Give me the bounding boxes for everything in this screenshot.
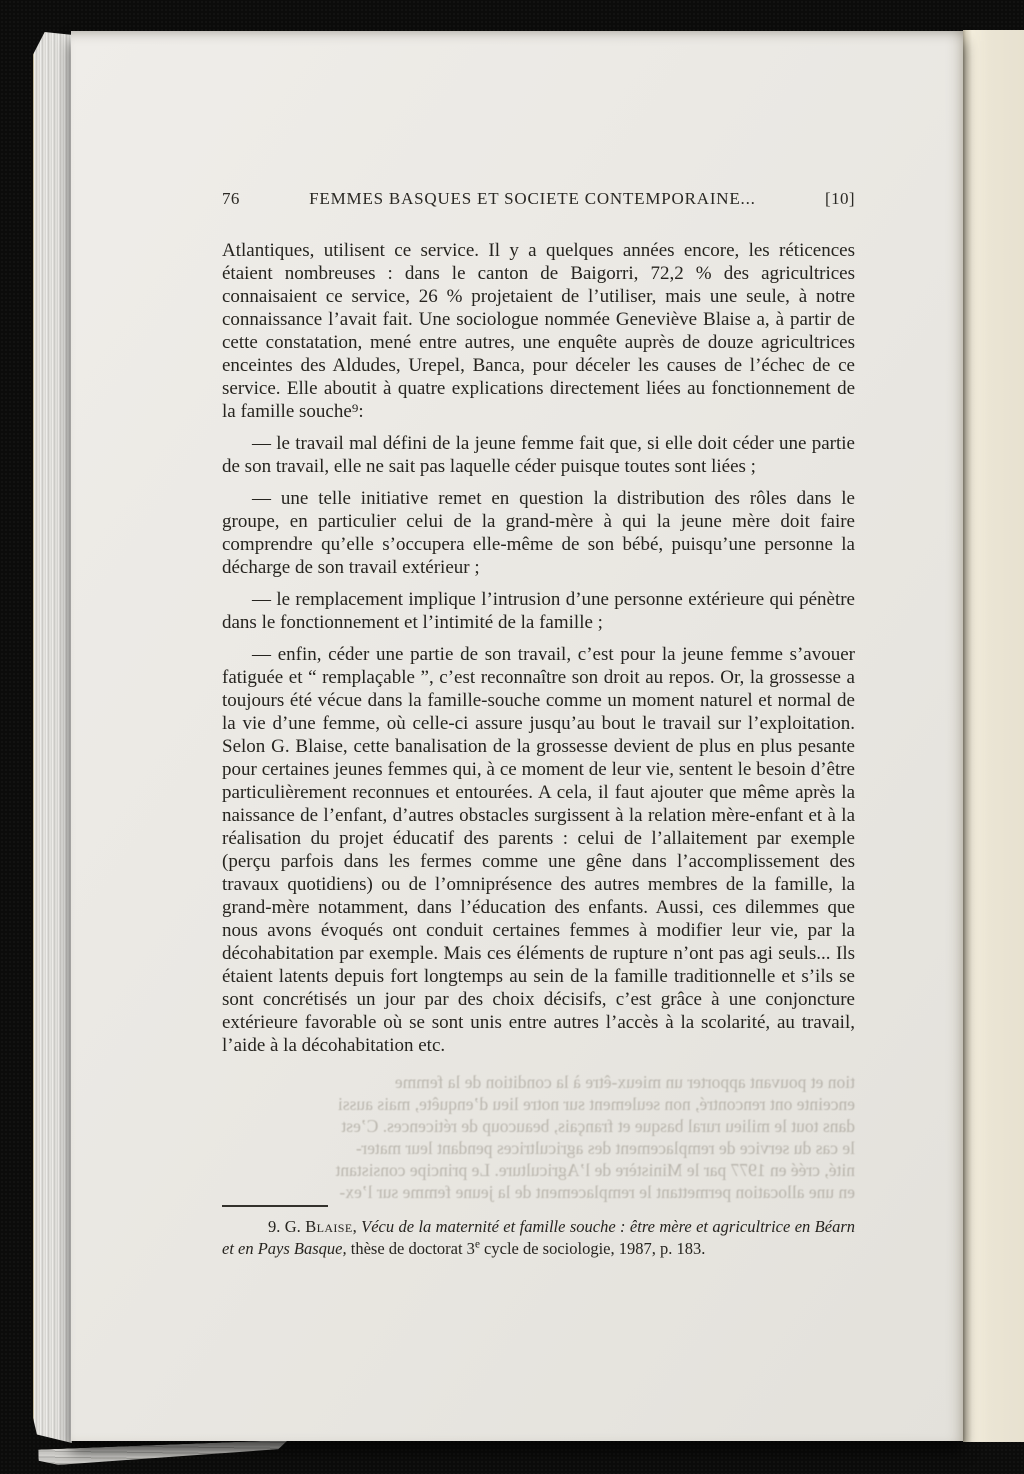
bleedthrough-line: tion et pouvant apporter un mieux-être à la condition de la femme (394, 1072, 855, 1092)
page-number: 76 (222, 189, 240, 208)
paragraph-intro: Atlantiques, utilisent ce service. Il y a quelques années encore, les réticences étaient nombreuses : dans le canton de Baigorri, 72,2 % des agricultrices connaisaient ce service, 26 % projetaient de l’utiliser, mais une seule, à notre connaissance l’avait fait. Une sociologue nommée Geneviève Blaise a, à partir de cette constatation, mené entre autres, une enquête auprès de douze agricultrices enceintes des Aldudes, Urepel, Banca, pour déceler les causes de l’échec de ce service. Elle aboutit à quatre explications directement liées au fonctionnement de la famille souche⁹: (222, 240, 855, 422)
bleedthrough-line: nité, créé en 1977 par le Ministère de l’Agriculture. Le principe consistant (335, 1160, 855, 1180)
footnote-segment: e (474, 1238, 480, 1251)
paragraph-dash-1: — le travail mal défini de la jeune femme fait que, si elle doit céder une partie de son travail, elle ne sait pas laquelle céder puisque toutes sont liées ; (222, 433, 855, 477)
verso-bleedthrough-text (222, 1071, 855, 1203)
paragraph-dash-4: — enfin, céder une partie de son travail, c’est pour la jeune femme s’avouer fatiguée et “ remplaçable ”, c’est reconnaître son droit au repos. Or, la grossesse a toujours été vécue dans la famille-souche comme un moment naturel et normal de la vie d’une femme, où celle-ci assure jusqu’au bout le travail sur l’exploitation. Selon G. Blaise, cette banalisation de la grossesse devient de plus en plus pesante pour certaines jeunes femmes qui, à ce moment de leur vie, sentent le besoin d’être particulièrement reconnues et entourées. A cela, il faut ajouter que même après la naissance de l’enfant, d’autres obstacles surgissent à la relation mère-enfant et à la réalisation du projet éducatif des parents : celui de l’allaitement par exemple (perçu parfois dans les fermes comme une gêne dans l’accomplissement des travaux quotidiens) ou de l’omniprésence des autres membres de la famille, la grand-mère notamment, dans l’éducation des enfants. Aussi, ces dilemmes que nous avons évoqués ont conduit certaines femmes à modifier leur vie, par la décohabitation par exemple. Mais ces éléments de rupture n’ont pas agi seuls... Ils étaient latents depuis fort longtemps au sein de la famille traditionnelle et s’ils se sont concrétisés un jour par des choix décisifs, c’est grâce à une conjoncture extérieure favorable où se sont unis entre autres l’accès à la scolarité, au travail, l’aide à la décohabitation etc. (222, 644, 855, 1056)
footnote-segment: Blaise (305, 1217, 353, 1236)
footnote-segment: thèse de doctorat 3 (346, 1239, 475, 1258)
footnote-segment: Vécu de la maternité et famille souche : être mère et agricultrice en Béarn et en Pays Basque, (222, 1217, 855, 1258)
bleedthrough-line: dans tout le milieu rural basque et français, beaucoup de réticences. C’est (341, 1116, 855, 1136)
left-page-stack-edge (33, 32, 72, 1443)
footnote-segment: cycle de sociologie, 1987, p. 183. (479, 1239, 706, 1258)
bleedthrough-line: enceinte ont rencontré, non seulement sur notre lieu d’enquête, mais aussi (337, 1094, 855, 1114)
bleedthrough-line: le cas du service de remplacement des agricultrices pendant leur mater- (355, 1138, 855, 1158)
footnote-separator-rule (222, 1205, 328, 1207)
footnote-segment: 9. G. (268, 1217, 306, 1236)
footnote-segment: , (352, 1217, 362, 1236)
bottom-page-stack-edge (38, 1440, 288, 1466)
body-text-block (222, 239, 855, 1066)
page-header (222, 189, 855, 209)
paragraph-dash-2: — une telle initiative remet en question la distribution des rôles dans le groupe, en particulier celui de la grand-mère à qui la jeune mère doit faire comprendre qu’elle s’occupera elle-même de son bébé, puisqu’une personne la décharge de son travail extérieur ; (222, 488, 855, 578)
facing-page-gutter (963, 30, 1024, 1442)
paragraph-dash-3: — le remplacement implique l’intrusion d’une personne extérieure qui pénètre dans le fonctionnement et l’intimité de la famille ; (222, 589, 855, 633)
book-page (71, 31, 963, 1441)
footnote (222, 1216, 855, 1260)
running-title: FEMMES BASQUES ET SOCIETE CONTEMPORAINE... (309, 189, 756, 208)
bleedthrough-line: en une allocation permettant le remplacement de la jeune femme sur l’ex- (339, 1182, 855, 1202)
column-reference: [10] (825, 189, 855, 208)
